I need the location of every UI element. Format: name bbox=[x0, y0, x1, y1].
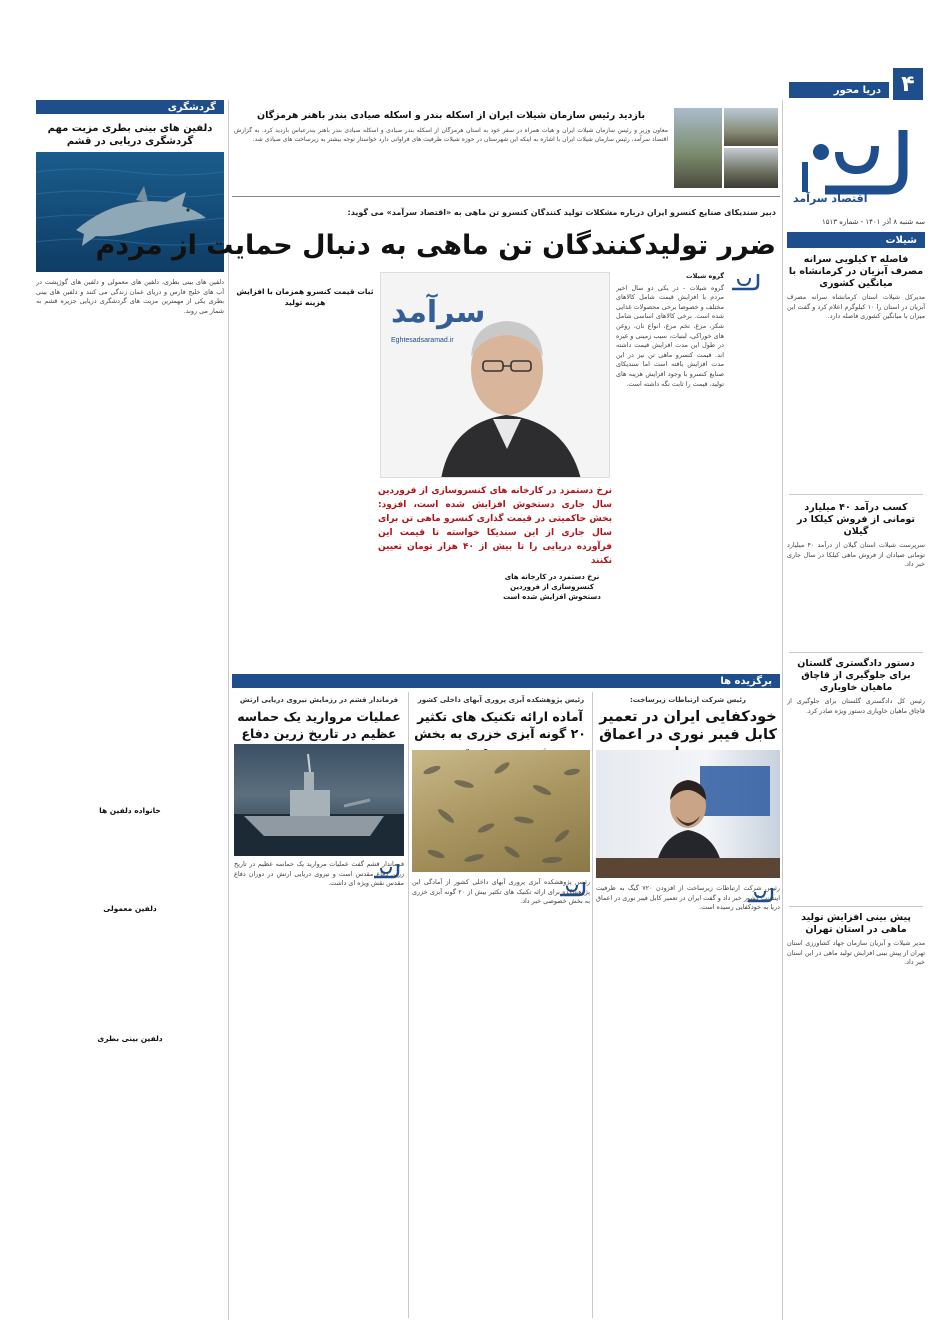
story2-body bbox=[412, 878, 590, 1314]
tourism-band bbox=[36, 100, 224, 114]
shilat-item-title: فاصله ۳ کیلویی سرانه مصرف آبزیان در کرمانشاه با میانگین کشوری bbox=[788, 254, 924, 289]
story2-title: آماده ارائه تکنیک های تکثیر ۲۰ گونه آبزی خزری به بخش bbox=[414, 709, 586, 741]
story3-photo bbox=[234, 744, 404, 856]
shilat-item-body bbox=[787, 697, 925, 897]
main-col-mid bbox=[380, 560, 490, 668]
official-desk-icon bbox=[596, 750, 780, 878]
main-col-right-b bbox=[616, 576, 776, 666]
shilat-item-lead: رئیس کل دادگستری گلستان برای جلوگیری از قاچاق ماهیان خاویاری دستور ویژه صادر کرد. bbox=[787, 697, 925, 715]
divider bbox=[789, 906, 923, 907]
pull-quote-text: نرخ دستمزد در کارخانه های کنسروسازی از فروردین سال جاری دستخوش افزایش شده است، افزود: بخش حاکمیتی در قیمت گذاری کنسرو ماهی تن برای سال جاری از این سندیکا خواسته تا قیمت این فرآورده دریایی را تا بیش از ۴۰ هزار تومان تعیین نکنند bbox=[378, 486, 612, 566]
selected-band-label: برگزیده ها bbox=[720, 675, 772, 687]
portrait-site: Eghtesadsaramad.ir bbox=[391, 337, 454, 344]
top-story-photo-3 bbox=[724, 148, 778, 188]
main-byline bbox=[616, 272, 724, 282]
shilat-item-3 bbox=[787, 658, 925, 897]
shilat-item-lead: سرپرست شیلات استان گیلان از درآمد ۴۰ میلیارد تومانی صیادان از فروش ماهی کیلکا در سال جاری خبر داد. bbox=[787, 541, 925, 569]
tourism-subhead-3: دلفین بینی بطری bbox=[97, 1034, 163, 1043]
tourism-subhead-2: دلفین معمولی bbox=[103, 904, 157, 913]
top-story-body bbox=[234, 126, 668, 188]
story1-title: خودکفایی ایران در تعمیر کابل فیبر نوری در اعماق bbox=[599, 709, 777, 743]
tourism-body-2 bbox=[36, 820, 224, 896]
shilat-item-2 bbox=[787, 502, 925, 641]
story2-photo bbox=[412, 750, 590, 872]
shilat-item-title: دستور دادگستری گلستان برای جلوگیری از قاچاق ماهیان خاویاری bbox=[797, 658, 915, 693]
column-divider bbox=[408, 692, 409, 1318]
main-subhead-2: نرخ دستمزد در کارخانه های کنسروسازی از فروردین دستخوش افزایش شده است bbox=[503, 573, 601, 601]
tourism-body-4 bbox=[36, 1048, 224, 1310]
top-story-title: بازدید رئیس سازمان شیلات ایران از اسکله بندر و اسکله صیادی بندر باهنر هرمزگان bbox=[256, 110, 646, 121]
shilat-item-lead: مدیرکل شیلات استان کرمانشاه سرانه مصرف آبزیان در استان را ۱۰ کیلوگرم اعلام کرد و گفت این میزان با میانگین کشوری فاصله دارد. bbox=[787, 293, 925, 321]
shilat-item-title: کسب درآمد ۴۰ میلیارد تومانی از فروش کیلکا در گیلان bbox=[797, 502, 915, 537]
logo-text: اقتصاد سرآمد bbox=[793, 192, 868, 205]
main-subhead: ثبات قیمت کنسرو همزمان با افزایش هزینه تولید bbox=[236, 287, 374, 307]
column-divider bbox=[782, 100, 783, 1320]
warship-icon bbox=[234, 744, 404, 856]
story2-kicker: رئیس پژوهشکده آبزی پروری آبهای داخلی کشور bbox=[417, 696, 585, 704]
story1-body bbox=[596, 884, 780, 1314]
date-line: سه شنبه ۸ آذر ۱۴۰۱ - شماره ۱۵۱۳ bbox=[822, 218, 925, 226]
story3-kicker: فرماندار قشم در رزمایش نیروی دریایی ارتش bbox=[239, 696, 399, 704]
person-icon bbox=[381, 273, 610, 478]
shilat-band bbox=[787, 232, 925, 248]
main-col-right bbox=[616, 272, 724, 572]
byline-logo-icon bbox=[726, 272, 766, 292]
main-portrait bbox=[380, 272, 610, 478]
tourism-body-3 bbox=[36, 918, 224, 1028]
divider bbox=[232, 196, 780, 197]
tourism-subhead-1: خانواده دلفین ها bbox=[99, 806, 161, 815]
story1-photo bbox=[596, 750, 780, 878]
column-divider bbox=[228, 100, 229, 1320]
tourism-band-label: گردشگری bbox=[167, 101, 216, 113]
shilat-item-body bbox=[787, 939, 925, 1323]
selected-band bbox=[232, 674, 780, 688]
page-number: ۴ bbox=[901, 71, 915, 97]
shilat-band-label: شیلات bbox=[885, 234, 917, 246]
tourism-body bbox=[36, 278, 224, 798]
top-story-photo-1 bbox=[674, 108, 722, 188]
shilat-item-body bbox=[787, 541, 925, 641]
main-kicker: دبیر سندیکای صنایع کنسرو ایران درباره مشکلات تولید کنندگان کنسرو تن ماهی به «اقتصاد سرآمد» می گوید: bbox=[347, 208, 776, 217]
story1-kicker: رئیس شرکت ارتباطات زیرساخت: bbox=[629, 696, 747, 704]
shilat-item-1 bbox=[787, 254, 925, 515]
tourism-lead: دلفین های بینی بطری، دلفین های معمولی و دلفین های گوژپشت در آب های خلیج فارس و دریای عمان زندگی می کنند و دلفین های بینی بطری یکی از مهمترین مزیت های گردشگری دریایی جزیره قشم به شمار می روند. bbox=[36, 278, 224, 315]
shilat-item-body bbox=[787, 293, 925, 515]
main-col-mid-b bbox=[494, 598, 610, 668]
main-lead: گروه شیلات - در یکی دو سال اخیر مردم با افزایش قیمت شامل کالاهای مختلف و خصوصا برخی محصولات غذایی شده است. برخی کالاهای اساسی شامل شکر، مرغ، تخم مرغ، انواع نان، روغن های خوراکی، لبنیات، سیب زمینی و غیره در طول این مدت افزایش قیمت داشته اند. قیمت کنسرو ماهی تن نیز در این مدت افزایش یافته است اما سندیکای صنایع کنسرو با وجود افزایش هزینه های تولید، قیمت را ثابت نگه داشته است. bbox=[616, 283, 724, 388]
story3-body bbox=[234, 860, 404, 1314]
section-label: دریا محور bbox=[833, 84, 881, 96]
story3-title: عملیات مروارید یک حماسه عظیم در تاریخ زرین دفاع bbox=[237, 709, 401, 741]
main-pull-quote bbox=[378, 484, 612, 568]
divider bbox=[789, 652, 923, 653]
page-number-badge bbox=[893, 68, 923, 100]
story1-lead: رئیس شرکت ارتباطات زیرساخت از افزودن ۷۲۰ گیگ به ظرفیت اینترنت کشور خبر داد و گفت ایران در تعمیر کابل فیبر نوری در اعماق دریا به خودکفایی رسیده است. bbox=[596, 884, 780, 912]
shilat-item-title: پیش بینی افزایش تولید ماهی در استان تهران bbox=[801, 912, 911, 935]
story2-lead: رئیس پژوهشکده آبزی پروری آبهای داخلی کشور از آمادگی این پژوهشکده برای ارائه تکنیک های تکثیر بیش از ۲۰ گونه آبزی خزری به بخش خصوصی خبر داد. bbox=[412, 878, 590, 906]
shilat-item-4 bbox=[787, 912, 925, 1323]
byline-text: گروه شیلات bbox=[686, 272, 724, 280]
main-headline: ضرر تولیدکنندگان تن ماهی به دنبال حمایت از مردم bbox=[95, 230, 776, 261]
fish-school-icon bbox=[412, 750, 590, 872]
masthead-logo bbox=[791, 112, 921, 212]
top-story-lead: معاون وزیر و رئیس سازمان شیلات ایران و هیات همراه در سفر خود به استان هرمزگان از اسکله بندر صیادی و اسکله صیادی بندر باهنر بندرعباس بازدید کرد. به گزارش اقتصاد سرآمد، رئیس سازمان شیلات ایران با اشاره به اینکه این شهرستان در حوزه شیلات ظرفیت های فراوانی دارد خواستار توجه بیشتر به زیرساخت های صیادی شد. bbox=[234, 127, 668, 143]
story3-lead: فرماندار قشم گفت عملیات مروارید یک حماسه عظیم در تاریخ زرین دفاع مقدس است و نیروی دریایی ارتش در دوران دفاع مقدس نقش ویژه ای داشت. bbox=[234, 860, 404, 888]
column-divider bbox=[592, 692, 593, 1318]
main-col-left bbox=[236, 274, 374, 668]
divider bbox=[789, 494, 923, 495]
dolphin-title: دلفین های بینی بطری مزیت مهم گردشگری دریایی در قشم bbox=[47, 123, 213, 147]
section-band bbox=[789, 82, 889, 98]
top-story-photo-2 bbox=[724, 108, 778, 146]
portrait-watermark: سرآمد bbox=[391, 295, 486, 330]
shilat-item-lead: مدیر شیلات و آبزیان سازمان جهاد کشاورزی استان تهران از پیش بینی افزایش تولید ماهی در این استان خبر داد. bbox=[787, 939, 925, 967]
